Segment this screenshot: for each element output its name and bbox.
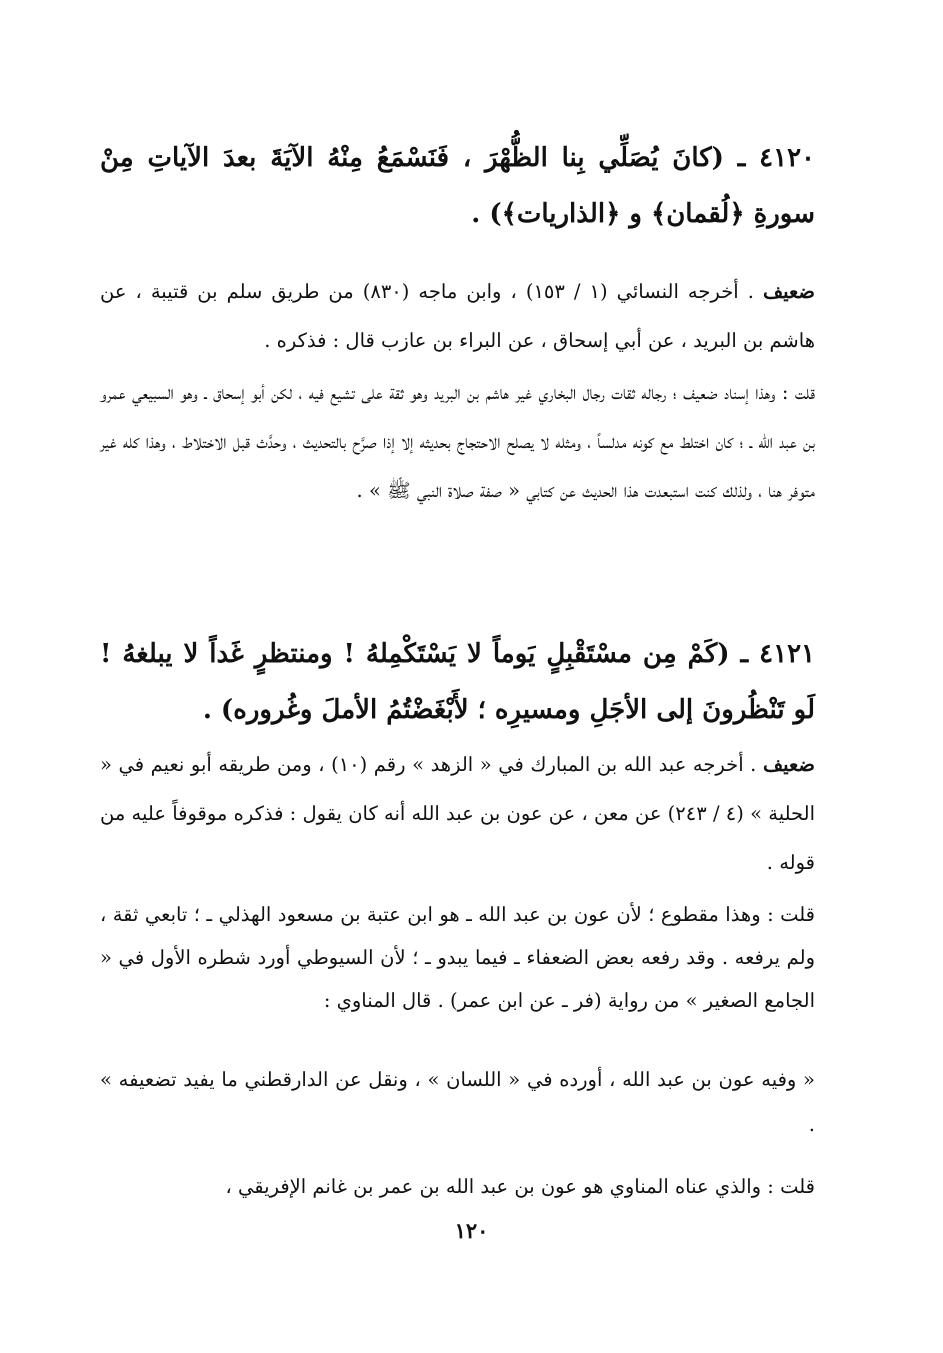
grading-details: . أخرجه عبد الله بن المبارك في « الزهد » رقم (١٠) ، ومن طريقه أبو نعيم في « الحلية » (٤ / ٢٤٣) عن معن ، عن عون بن عبد الله أنه كان يقول : فذكره موقوفاً عليه من قوله . (100, 753, 815, 874)
book-page (100, 0, 815, 1353)
final-commentary-line: قلت : والذي عناه المناوي هو عون بن عبد الله بن عمر بن غانم الإفريقي ، (225, 1175, 815, 1198)
munawi-quotation: « وفيه عون بن عبد الله ، أورده في « اللسان » ، ونقل عن الدارقطني ما يفيد تضعيفه » . (100, 1068, 815, 1136)
page-number: ١٢٠ (454, 1218, 489, 1243)
hadith-4120-commentary: قلت : وهذا إسناد ضعيف ؛ رجاله ثقات رجال البخاري غير هاشم بن البريد وهو ثقة على تشيع فيه ، لكن أبو إسحاق ـ وهو السبيعي عمرو بن عبد الله ـ ؛ كان اختلط مع كونه مدلساً ، ومثله لا يصلح الاحتجاج بحديثه إلا إذا صرَّح بالتحديث ، وحدَّث قبل الاختلاط ، وهذا كله غير متوفر هنا ، ولذلك كنت استبعدت هذا الحديث عن كتابي « صفة صلاة النبي ﷺ » . (100, 381, 815, 502)
grading-label: ضعيف (762, 753, 815, 776)
hadith-4121-grading (100, 740, 815, 887)
grading-label: ضعيف (762, 280, 815, 303)
hadith-4120-text: ٤١٢٠ ـ (كانَ يُصَلِّي بِنا الظُّهْرَ ، فَنَسْمَعُ مِنْهُ الآيَةَ بعدَ الآياتِ مِنْ سورةِ ﴿لُقمان﴾ و ﴿الذاريات﴾) . (100, 143, 815, 229)
hadith-4121-commentary: قلت : وهذا مقطوع ؛ لأن عون بن عبد الله ـ هو ابن عتبة بن مسعود الهذلي ـ ؛ تابعي ثقة ، ولم يرفعه . وقد رفعه بعض الضعفاء ـ فيما يبدو ـ ؛ لأن السيوطي أورد شطره الأول في « الجامع الصغير » من رواية (فر ـ عن ابن عمر) . قال المناوي : (100, 903, 815, 1012)
hadith-4121-text: ٤١٢١ ـ (كَمْ مِن مسْتَقْبِلٍ يَوماً لا يَسْتَكْمِلهُ ! ومنتظرٍ غَداً لا يبلغهُ ! لَو تَنْظُرونَ إلى الأجَلِ ومسيرِه ؛ لأَبْغَضْتُمُ الأملَ وغُروره) . (100, 639, 815, 725)
grading-details: . أخرجه النسائي (١ / ١٥٣) ، وابن ماجه (٨٣٠) من طريق سلم بن قتيبة ، عن هاشم بن البريد ، عن أبي إسحاق ، عن البراء بن عازب قال : فذكره . (100, 280, 815, 352)
hadith-4120-grading (100, 267, 815, 365)
